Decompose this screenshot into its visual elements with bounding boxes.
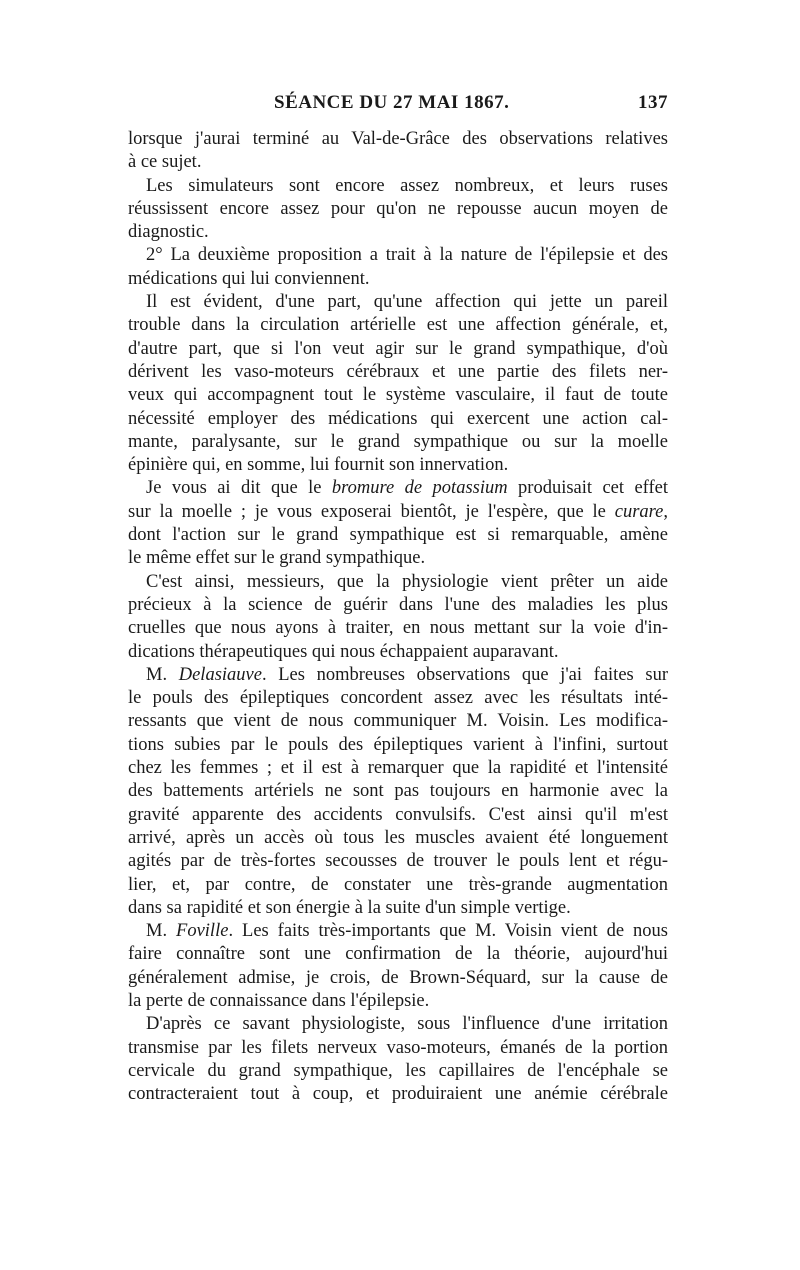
text-line (128, 175, 668, 198)
text-line (128, 641, 668, 664)
line-text: Les simulateurs sont encore assez nombreux, et leurs ruses (146, 175, 668, 196)
text-line (128, 804, 668, 827)
line-text: à ce sujet. (128, 152, 202, 173)
page-header (130, 92, 668, 122)
line-text: D'après ce savant physiologiste, sous l'influence d'une irritation (146, 1014, 668, 1035)
text-line (128, 827, 668, 850)
running-head: SÉANCE DU 27 MAI 1867. (274, 92, 510, 113)
text-line (128, 594, 668, 617)
text-line (128, 361, 668, 384)
line-text: dont l'action sur le grand sympathique est si remarquable, amène (128, 525, 668, 546)
line-text: M. (146, 664, 179, 685)
text-line (128, 314, 668, 337)
line-text: dérivent les vaso-moteurs cérébraux et une partie des filets ner- (128, 361, 668, 382)
text-line (128, 1083, 668, 1106)
line-text: transmise par les filets nerveux vaso-moteurs, émanés de la portion (128, 1037, 668, 1058)
line-text: des battements artériels ne sont pas toujours en harmonie avec la (128, 781, 668, 802)
line-text: ressants que vient de nous communiquer M. Voisin. Les modifica- (128, 711, 668, 732)
text-line (128, 408, 668, 431)
line-text: contracteraient tout à coup, et produiraient une anémie cérébrale (128, 1084, 668, 1105)
text-line (128, 524, 668, 547)
text-line (128, 920, 668, 943)
text-line (128, 1013, 668, 1036)
text-line (128, 617, 668, 640)
line-text: veux qui accompagnent tout le système vasculaire, il faut de toute (128, 385, 668, 406)
line-text: M. (146, 921, 177, 942)
line-text: cruelles que nous ayons à traiter, en nous mettant sur la voie d'in- (128, 618, 668, 639)
line-text: , (663, 501, 668, 522)
line-text: réussissent encore assez pour qu'on ne repousse aucun moyen de (128, 198, 668, 219)
line-text: arrivé, après un accès où tous les muscles avaient été longuement (128, 827, 668, 848)
text-line (128, 221, 668, 244)
page-number: 137 (638, 92, 668, 113)
text-line (128, 943, 668, 966)
line-text: la perte de connaissance dans l'épilepsie. (128, 990, 430, 1011)
text-line (128, 128, 668, 151)
text-line (128, 1037, 668, 1060)
line-text: 2° La deuxième proposition a trait à la nature de l'épilepsie et des (146, 245, 668, 266)
text-line (128, 990, 668, 1013)
text-line (128, 874, 668, 897)
line-text: cervicale du grand sympathique, les capillaires de l'encéphale se (128, 1060, 668, 1081)
line-text: dans sa rapidité et son énergie à la suite d'un simple vertige. (128, 897, 571, 918)
text-line (128, 501, 668, 524)
text-line (128, 198, 668, 221)
line-text: généralement admise, je crois, de Brown-Séquard, sur la cause de (128, 967, 668, 988)
text-line (128, 571, 668, 594)
text-line (128, 547, 668, 570)
text-line (128, 780, 668, 803)
line-text: sur la moelle ; je vous exposerai bientôt, je l'espère, que le (128, 501, 615, 522)
line-text: mante, paralysante, sur le grand sympathique ou sur la moelle (128, 431, 668, 452)
italic-text: curare (614, 501, 664, 522)
line-text: . Les faits très-importants que M. Voisin vient de nous (228, 921, 668, 942)
text-line (128, 967, 668, 990)
text-line (128, 151, 668, 174)
text-line (128, 710, 668, 733)
italic-text: Foville (176, 921, 229, 942)
line-text: Il est évident, d'une part, qu'une affection qui jette un pareil (146, 292, 668, 313)
text-line (128, 897, 668, 920)
line-text: gravité apparente des accidents convulsifs. C'est ainsi qu'il m'est (128, 804, 668, 825)
line-text: le même effet sur le grand sympathique. (128, 548, 426, 569)
text-line (128, 477, 668, 500)
italic-text: Delasiauve (178, 664, 262, 685)
line-text: agités par de très-fortes secousses de trouver le pouls lent et régu- (128, 851, 668, 872)
text-line (128, 687, 668, 710)
line-text: tions subies par le pouls des épileptiques varient à l'infini, surtout (128, 734, 668, 755)
line-text: précieux à la science de guérir dans l'une des maladies les plus (128, 594, 668, 615)
line-text: produisait cet effet (507, 478, 668, 499)
text-line (128, 244, 668, 267)
text-line (128, 291, 668, 314)
text-line (128, 431, 668, 454)
text-line (128, 384, 668, 407)
italic-text: bromure de potassium (331, 478, 508, 499)
line-text: . Les nombreuses observations que j'ai faites sur (261, 664, 668, 685)
text-line (128, 338, 668, 361)
line-text: trouble dans la circulation artérielle est une affection générale, et, (128, 315, 668, 336)
text-line (128, 850, 668, 873)
body-text (128, 128, 668, 1106)
text-line (128, 1060, 668, 1083)
line-text: lier, et, par contre, de constater une très-grande augmentation (128, 874, 668, 895)
line-text: d'autre part, que si l'on veut agir sur le grand sympathique, d'où (128, 338, 668, 359)
line-text: dications thérapeutiques qui nous échappaient auparavant. (128, 641, 559, 662)
text-line (128, 664, 668, 687)
line-text: chez les femmes ; et il est à remarquer que la rapidité et l'intensité (128, 758, 668, 779)
line-text: médications qui lui conviennent. (128, 268, 370, 289)
line-text: lorsque j'aurai terminé au Val-de-Grâce des observations relatives (128, 129, 668, 149)
text-line (128, 268, 668, 291)
text-line (128, 454, 668, 477)
line-text: le pouls des épileptiques concordent assez avec les résultats inté- (128, 688, 668, 709)
line-text: faire connaître sont une confirmation de la théorie, aujourd'hui (128, 944, 668, 965)
text-line (128, 757, 668, 780)
text-line (128, 734, 668, 757)
line-text: épinière qui, en somme, lui fournit son innervation. (128, 455, 509, 476)
line-text: nécessité employer des médications qui exercent une action cal- (128, 408, 668, 429)
line-text: Je vous ai dit que le (146, 478, 332, 499)
line-text: diagnostic. (128, 222, 209, 243)
line-text: C'est ainsi, messieurs, que la physiologie vient prêter un aide (146, 571, 668, 592)
